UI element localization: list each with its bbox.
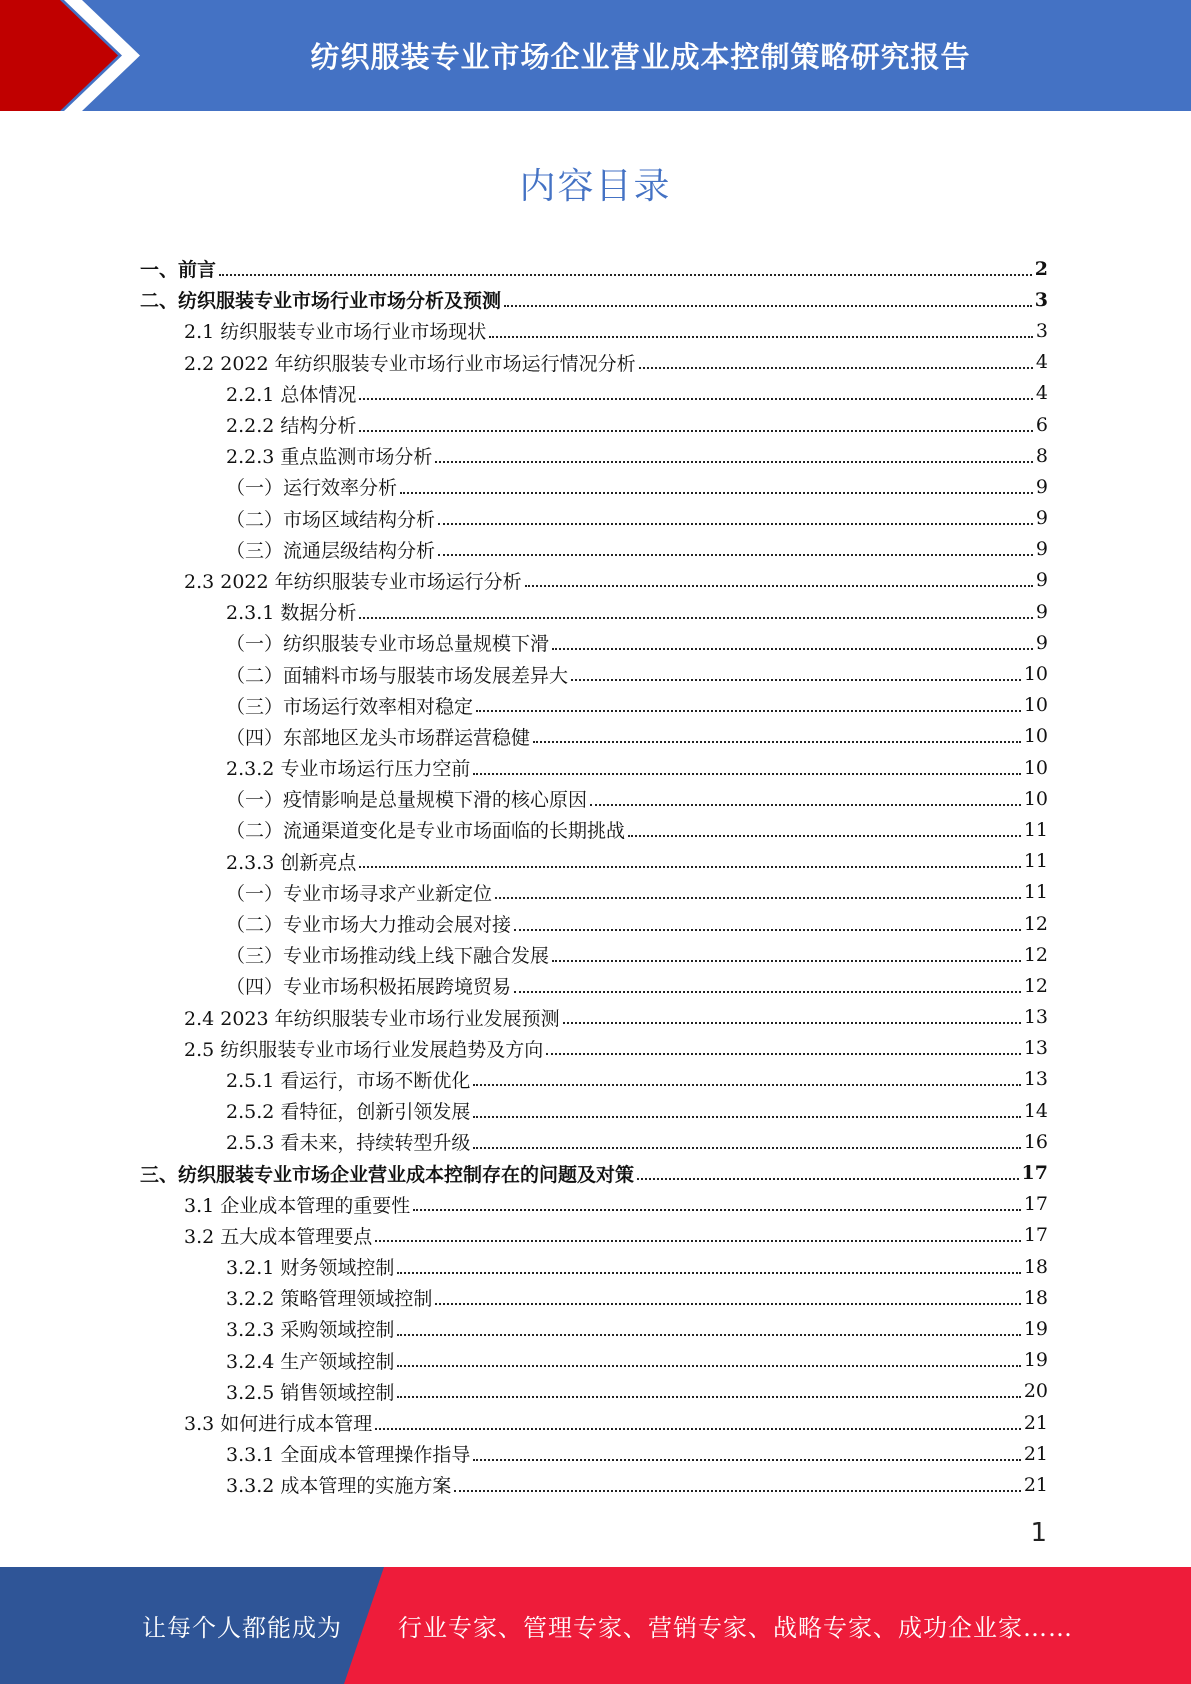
- toc-entry-label: 2.3.2 专业市场运行压力空前: [226, 758, 471, 781]
- toc-leader-dots: [359, 398, 1033, 400]
- toc-entry[interactable]: [140, 1002, 1048, 1033]
- toc-leader-dots: [563, 1022, 1021, 1024]
- toc-entry[interactable]: [140, 877, 1048, 908]
- toc-entry-label: 2.3 2022 年纺织服装专业市场运行分析: [184, 570, 522, 593]
- toc-entry[interactable]: [140, 565, 1048, 596]
- toc-entry-page: 17: [1021, 1162, 1048, 1185]
- toc-entry-page: 20: [1023, 1380, 1048, 1403]
- toc-entry[interactable]: [140, 1064, 1048, 1095]
- header-title: 纺织服装专业市场企业营业成本控制策略研究报告: [310, 40, 971, 74]
- toc-leader-dots: [514, 991, 1021, 993]
- toc-leader-dots: [435, 461, 1033, 463]
- toc-entry-label: 3.3.2 成本管理的实施方案: [226, 1475, 452, 1498]
- toc-leader-dots: [359, 617, 1033, 619]
- toc-entry[interactable]: [140, 1033, 1048, 1064]
- toc-entry-page: 12: [1023, 943, 1048, 966]
- toc-entry-page: 4: [1035, 351, 1048, 374]
- toc-leader-dots: [637, 1178, 1019, 1180]
- toc-leader-dots: [476, 710, 1021, 712]
- toc-leader-dots: [571, 679, 1021, 681]
- toc-entry-page: 18: [1023, 1286, 1048, 1309]
- toc-leader-dots: [552, 960, 1021, 962]
- toc-leader-dots: [533, 741, 1021, 743]
- toc-entry[interactable]: [140, 1251, 1048, 1282]
- toc-entry-page: 17: [1023, 1224, 1048, 1247]
- toc-entry-page: 10: [1023, 694, 1048, 717]
- toc-entry-label: 3.2.5 销售领域控制: [226, 1381, 395, 1404]
- toc-entry-label: 三、纺织服装专业市场企业营业成本控制存在的问题及对策: [140, 1163, 635, 1186]
- toc-entry-label: （一）专业市场寻求产业新定位: [226, 882, 493, 905]
- toc-entry-page: 9: [1035, 538, 1048, 561]
- toc-heading: 内容目录: [519, 166, 672, 207]
- toc-entry-label: 3.3.1 全面成本管理操作指导: [226, 1444, 471, 1467]
- toc-entry-label: 3.2.2 策略管理领域控制: [226, 1288, 433, 1311]
- toc-entry-label: （一）纺织服装专业市场总量规模下滑: [226, 633, 550, 656]
- toc-entry-label: 3.2 五大成本管理要点: [184, 1225, 373, 1248]
- toc-entry-page: 11: [1023, 850, 1048, 873]
- toc-entry-page: 14: [1023, 1099, 1048, 1122]
- toc-entry-page: 13: [1023, 1068, 1048, 1091]
- toc-entry-page: 13: [1023, 1037, 1048, 1060]
- toc-leader-dots: [552, 648, 1033, 650]
- toc-leader-dots: [473, 1116, 1020, 1118]
- toc-entry-page: 4: [1035, 382, 1048, 405]
- toc-entry-label: 二、纺织服装专业市场行业市场分析及预测: [140, 290, 502, 313]
- footer-slogan-left: 让每个人都能成为: [142, 1614, 342, 1642]
- toc-leader-dots: [514, 929, 1021, 931]
- toc-entry-page: 9: [1035, 475, 1048, 498]
- toc-entry-label: 2.3.3 创新亮点: [226, 851, 357, 874]
- toc-entry-page: 21: [1023, 1411, 1048, 1434]
- toc-entry[interactable]: [140, 721, 1048, 752]
- toc-entry-label: （一）疫情影响是总量规模下滑的核心原因: [226, 789, 588, 812]
- toc-entry[interactable]: [140, 471, 1048, 502]
- toc-entry-page: 6: [1035, 413, 1048, 436]
- toc-leader-dots: [397, 1365, 1020, 1367]
- toc-entry-page: 3: [1034, 288, 1048, 311]
- toc-entry-label: 2.2.2 结构分析: [226, 415, 357, 438]
- toc-entry-page: 13: [1023, 1006, 1048, 1029]
- toc-entry[interactable]: [140, 1282, 1048, 1313]
- toc-entry[interactable]: [140, 440, 1048, 471]
- toc-entry-label: 2.3.1 数据分析: [226, 602, 357, 625]
- toc-entry-page: 18: [1023, 1255, 1048, 1278]
- toc-entry[interactable]: [140, 939, 1048, 970]
- toc-leader-dots: [454, 1490, 1020, 1492]
- toc-entry-page: 9: [1035, 600, 1048, 623]
- toc-leader-dots: [397, 1272, 1020, 1274]
- toc-entry[interactable]: [140, 315, 1048, 346]
- toc-entry[interactable]: [140, 970, 1048, 1001]
- toc-leader-dots: [473, 773, 1020, 775]
- toc-entry[interactable]: [140, 596, 1048, 627]
- toc-entry-label: 3.2.3 采购领域控制: [226, 1319, 395, 1342]
- toc-entry-page: 11: [1023, 881, 1048, 904]
- table-of-contents: [140, 253, 1048, 1501]
- toc-entry-page: 10: [1023, 787, 1048, 810]
- toc-entry-page: 11: [1023, 818, 1048, 841]
- toc-leader-dots: [590, 804, 1021, 806]
- toc-entry-page: 10: [1023, 756, 1048, 779]
- toc-entry-page: 12: [1023, 912, 1048, 935]
- toc-entry[interactable]: [140, 1407, 1048, 1438]
- toc-entry[interactable]: [140, 908, 1048, 939]
- footer-slogan-right: 行业专家、管理专家、营销专家、战略专家、成功企业家……: [398, 1614, 1073, 1642]
- toc-entry-label: （三）流通层级结构分析: [226, 539, 436, 562]
- toc-leader-dots: [438, 554, 1033, 556]
- toc-entry-page: 9: [1035, 507, 1048, 530]
- toc-entry[interactable]: [140, 1376, 1048, 1407]
- toc-entry-label: 2.4 2023 年纺织服装专业市场行业发展预测: [184, 1007, 560, 1030]
- toc-entry[interactable]: [140, 1313, 1048, 1344]
- toc-entry-page: 21: [1023, 1442, 1048, 1465]
- toc-entry[interactable]: [140, 1220, 1048, 1251]
- toc-leader-dots: [473, 1084, 1020, 1086]
- toc-entry[interactable]: [140, 1157, 1048, 1188]
- toc-entry-label: （三）专业市场推动线上线下融合发展: [226, 945, 550, 968]
- toc-leader-dots: [359, 866, 1020, 868]
- toc-entry-page: 10: [1023, 725, 1048, 748]
- toc-entry-label: （四）专业市场积极拓展跨境贸易: [226, 976, 512, 999]
- toc-entry[interactable]: [140, 1469, 1048, 1500]
- toc-entry-page: 3: [1035, 319, 1048, 342]
- toc-leader-dots: [473, 1459, 1020, 1461]
- toc-leader-dots: [435, 1303, 1020, 1305]
- toc-leader-dots: [438, 523, 1033, 525]
- toc-entry-label: 2.1 纺织服装专业市场行业市场现状: [184, 321, 487, 344]
- toc-leader-dots: [628, 835, 1021, 837]
- toc-entry[interactable]: [140, 1095, 1048, 1126]
- toc-entry-page: 17: [1023, 1193, 1048, 1216]
- toc-entry-page: 16: [1023, 1130, 1048, 1153]
- toc-entry-label: 一、前言: [140, 259, 217, 282]
- page-header: [0, 0, 1191, 111]
- toc-leader-dots: [489, 336, 1033, 338]
- toc-entry-label: （一）运行效率分析: [226, 477, 398, 500]
- toc-entry[interactable]: [140, 409, 1048, 440]
- toc-entry[interactable]: [140, 1345, 1048, 1376]
- toc-entry-page: 21: [1023, 1473, 1048, 1496]
- toc-entry-label: 3.3 如何进行成本管理: [184, 1413, 373, 1436]
- toc-entry[interactable]: [140, 284, 1048, 315]
- toc-leader-dots: [413, 1209, 1021, 1211]
- toc-leader-dots: [473, 1147, 1020, 1149]
- toc-leader-dots: [495, 897, 1021, 899]
- toc-leader-dots: [546, 1053, 1021, 1055]
- header-arrow-decoration: [0, 0, 160, 111]
- toc-entry[interactable]: [140, 534, 1048, 565]
- toc-entry-label: 2.2.3 重点监测市场分析: [226, 446, 433, 469]
- toc-leader-dots: [359, 430, 1033, 432]
- toc-entry[interactable]: [140, 783, 1048, 814]
- page-footer: [0, 1567, 1191, 1684]
- toc-entry[interactable]: [140, 1438, 1048, 1469]
- toc-entry-page: 19: [1023, 1349, 1048, 1372]
- toc-entry[interactable]: [140, 752, 1048, 783]
- toc-entry[interactable]: [140, 690, 1048, 721]
- toc-entry[interactable]: [140, 658, 1048, 689]
- toc-leader-dots: [375, 1240, 1021, 1242]
- toc-entry[interactable]: [140, 627, 1048, 658]
- toc-entry-label: （四）东部地区龙头市场群运营稳健: [226, 726, 531, 749]
- toc-entry-label: 3.2.1 财务领域控制: [226, 1257, 395, 1280]
- toc-leader-dots: [397, 1334, 1020, 1336]
- toc-entry-label: 3.2.4 生产领域控制: [226, 1350, 395, 1373]
- toc-leader-dots: [400, 492, 1033, 494]
- toc-entry[interactable]: [140, 846, 1048, 877]
- toc-entry[interactable]: [140, 1189, 1048, 1220]
- toc-entry-label: （二）市场区域结构分析: [226, 508, 436, 531]
- toc-leader-dots: [397, 1396, 1020, 1398]
- toc-entry-page: 9: [1035, 631, 1048, 654]
- toc-leader-dots: [639, 367, 1033, 369]
- toc-entry-label: （二）面辅料市场与服装市场发展差异大: [226, 664, 569, 687]
- toc-entry-label: 2.2 2022 年纺织服装专业市场行业市场运行情况分析: [184, 352, 636, 375]
- toc-entry-page: 12: [1023, 974, 1048, 997]
- toc-entry-page: 10: [1023, 663, 1048, 686]
- toc-entry-page: 9: [1035, 569, 1048, 592]
- toc-entry[interactable]: [140, 347, 1048, 378]
- toc-leader-dots: [219, 274, 1032, 276]
- toc-leader-dots: [525, 585, 1033, 587]
- toc-entry-label: 2.5 纺织服装专业市场行业发展趋势及方向: [184, 1038, 544, 1061]
- toc-entry-label: （二）流通渠道变化是专业市场面临的长期挑战: [226, 820, 626, 843]
- page-number: 1: [1030, 1518, 1047, 1548]
- toc-leader-dots: [504, 305, 1032, 307]
- toc-entry-label: （二）专业市场大力推动会展对接: [226, 914, 512, 937]
- toc-entry-label: 2.5.1 看运行，市场不断优化: [226, 1069, 471, 1092]
- toc-entry-label: 2.5.3 看未来，持续转型升级: [226, 1132, 471, 1155]
- toc-entry-label: 3.1 企业成本管理的重要性: [184, 1194, 411, 1217]
- toc-entry[interactable]: [140, 814, 1048, 845]
- toc-entry-page: 19: [1023, 1317, 1048, 1340]
- toc-entry[interactable]: [140, 253, 1048, 284]
- toc-entry[interactable]: [140, 378, 1048, 409]
- toc-entry[interactable]: [140, 1126, 1048, 1157]
- toc-entry-label: 2.2.1 总体情况: [226, 383, 357, 406]
- toc-entry[interactable]: [140, 503, 1048, 534]
- toc-leader-dots: [375, 1428, 1021, 1430]
- toc-entry-label: （三）市场运行效率相对稳定: [226, 695, 474, 718]
- toc-entry-page: 2: [1034, 257, 1048, 280]
- toc-entry-label: 2.5.2 看特征，创新引领发展: [226, 1101, 471, 1124]
- toc-entry-page: 8: [1035, 444, 1048, 467]
